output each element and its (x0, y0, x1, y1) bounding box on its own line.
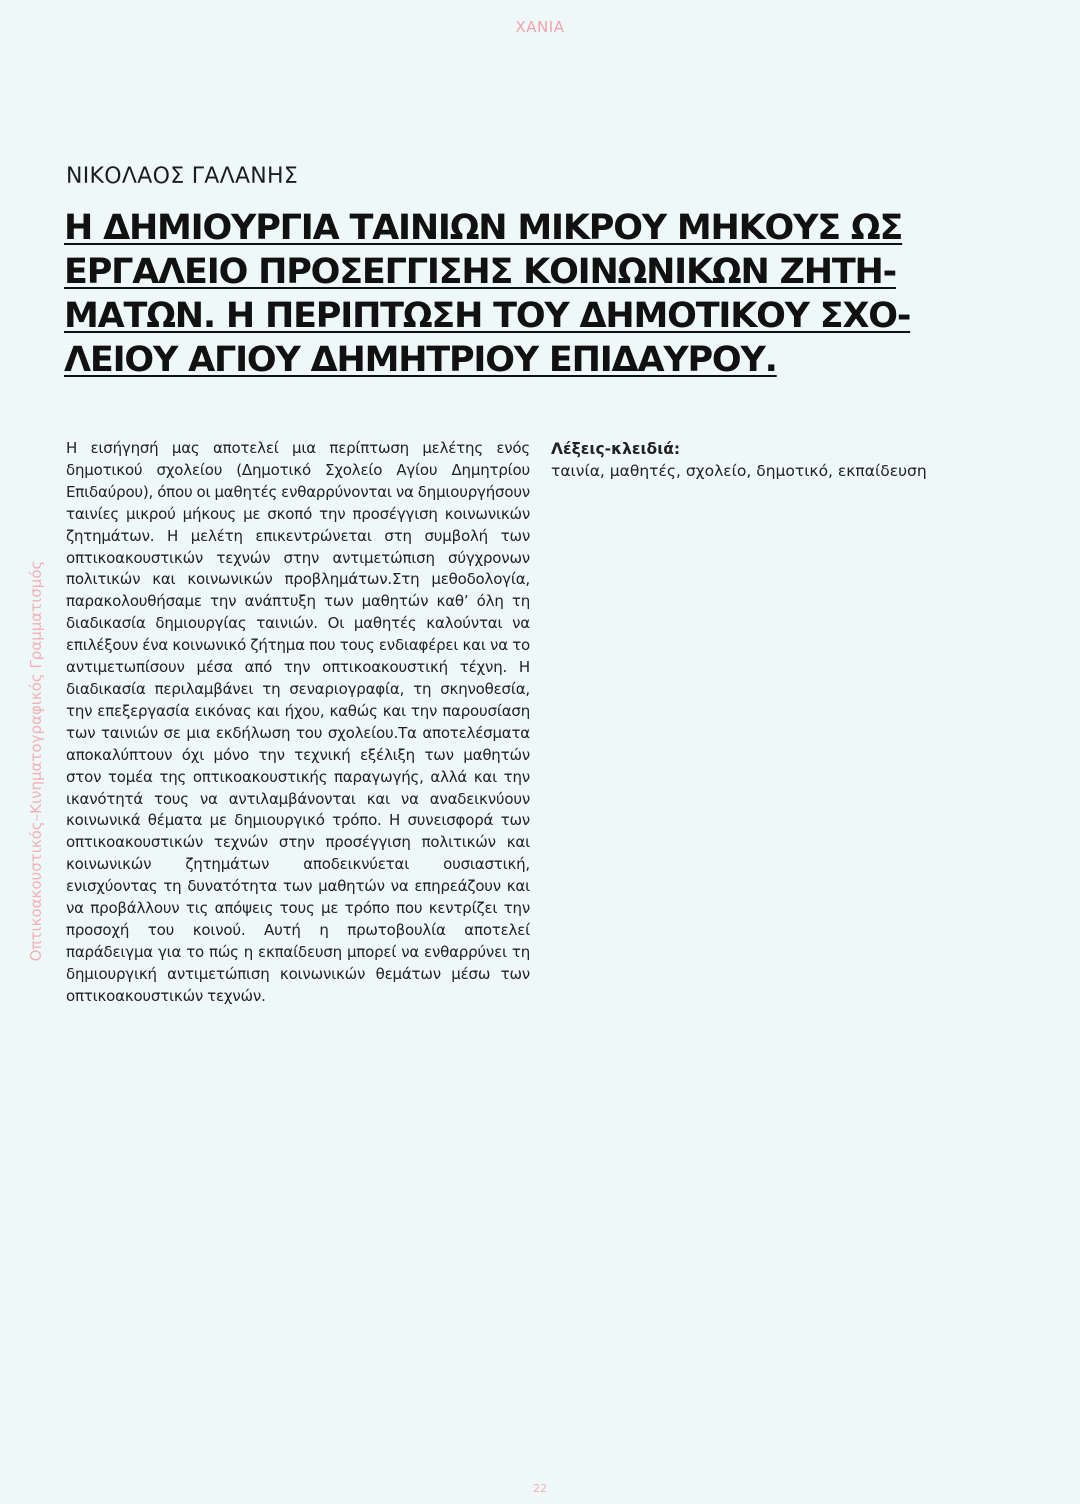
article-title-line: Η ΔΗΜΙΟΥΡΓΙΑ ΤΑΙΝΙΩΝ ΜΙΚΡΟΥ ΜΗΚΟΥΣ ΩΣ (64, 208, 903, 248)
keywords-block (551, 438, 1021, 482)
keywords-label: Λέξεις-κλειδιά: (551, 440, 681, 458)
article-author: ΝΙΚΟΛΑΟΣ ΓΑΛΑΝΗΣ (66, 164, 299, 189)
running-header: ΧΑΝΙΑ (515, 18, 565, 36)
page-number: 22 (533, 1482, 547, 1495)
article-title-line: ΛΕΙΟΥ ΑΓΙΟΥ ΔΗΜΗΤΡΙΟΥ ΕΠΙΔΑΥΡΟΥ. (64, 340, 777, 380)
article-title-line: ΜΑΤΩΝ. Η ΠΕΡΙΠΤΩΣΗ ΤΟΥ ΔΗΜΟΤΙΚΟΥ ΣΧΟ- (64, 296, 911, 336)
side-section-label: Οπτικοακουστικός–Κινηματογραφικός Γραμματισμός (27, 560, 45, 962)
keywords-list: ταινία, μαθητές, σχολείο, δημοτικό, εκπαίδευση (551, 462, 927, 480)
article-abstract: Η εισήγησή μας αποτελεί μια περίπτωση μελέτης ενός δημοτικού σχολείου (Δημοτικό Σχολείο Αγίου Δημητρίου Επιδαύρου), όπου οι μαθητές ενθαρρύνονται να δημιουργήσουν ταινίες μικρού μήκους με σκοπό την προσέγγιση κοινωνικών ζητημάτων. Η μελέτη επικεντρώνεται στη συμβολή των οπτικοακουστικών τεχνών στην αντιμετώπιση σύγχρονων πολιτικών και κοινωνικών προβλημάτων.Στη μεθοδολογία, παρακολουθήσαμε την ανάπτυξη των μαθητών καθ’ όλη τη διαδικασία δημιουργίας ταινιών. Οι μαθητές καλούνται να επιλέξουν ένα κοινωνικό ζήτημα που τους ενδιαφέρει και να το αντιμετωπίσουν μέσα από την οπτικοακουστική τέχνη. Η διαδικασία περιλαμβάνει τη σεναριογραφία, τη σκηνοθεσία, την επεξεργασία εικόνας και ήχου, καθώς και την παρουσίαση των ταινιών σε μια εκδήλωση του σχολείου.Τα αποτελέσματα αποκαλύπτουν όχι μόνο την τεχνική εξέλιξη των μαθητών στον τομέα της οπτικοακουστικής παραγωγής, αλλά και την ικανότητά τους να αντιλαμβάνονται και να αναδεικνύουν κοινωνικά θέματα με δημιουργικό τρόπο. Η συνεισφορά των οπτικοακουστικών τεχνών στην προσέγγιση πολιτικών και κοινωνικών ζητημάτων αποδεικνύεται ουσιαστική, ενισχύοντας τη δυνατότητα των μαθητών να επηρεάζουν και να προβάλλουν τις απόψεις τους με τρόπο που κεντρίζει την προσοχή του κοινού. Αυτή η πρωτοβουλία αποτελεί παράδειγμα για το πώς η εκπαίδευση μπορεί να ενθαρρύνει τη δημιουργική αντιμετώπιση κοινωνικών θεμάτων μέσω των οπτικοακουστικών τεχνών. (66, 439, 530, 1005)
article-title (64, 206, 1004, 382)
article-title-line: ΕΡΓΑΛΕΙΟ ΠΡΟΣΕΓΓΙΣΗΣ ΚΟΙΝΩΝΙΚΩΝ ΖΗΤΗ- (64, 252, 896, 292)
